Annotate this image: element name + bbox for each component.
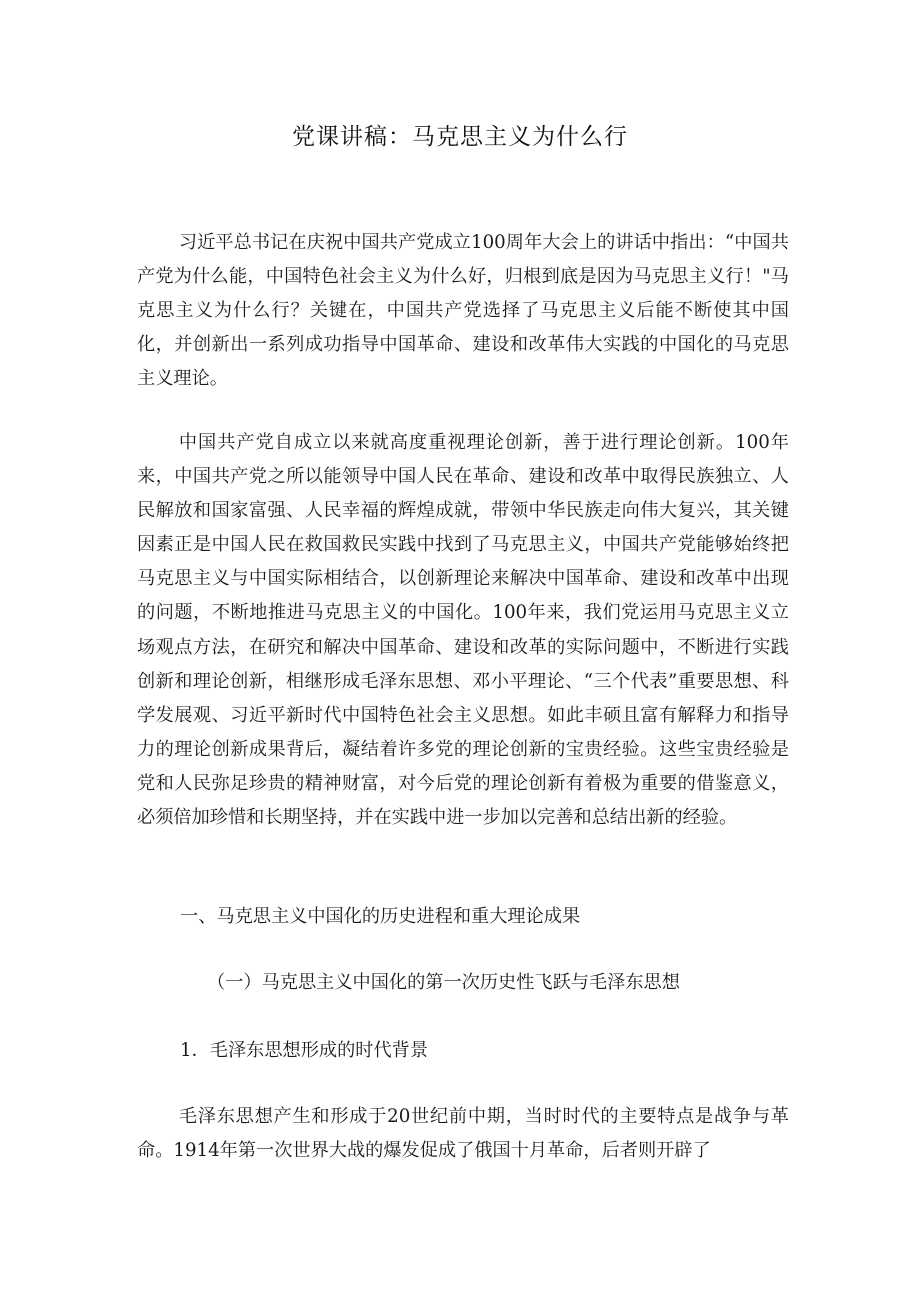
- point-heading: 1．毛泽东思想形成的时代背景: [180, 1040, 429, 1061]
- section-heading: 一、马克思主义中国化的历史进程和重大理论成果: [180, 906, 581, 927]
- subsection-heading: （一）马克思主义中国化的第一次历史性飞跃与毛泽东思想: [207, 972, 680, 993]
- document-title: 党课讲稿：马克思主义为什么行: [292, 124, 628, 150]
- paragraph-background: 毛泽东思想产生和形成于20世纪前中期，当时时代的主要特点是战争与革命。1914年第一次世界大战的爆发促成了俄国十月革命，后者则开辟了: [137, 1106, 789, 1162]
- paragraph-theory-innovation: 中国共产党自成立以来就高度重视理论创新，善于进行理论创新。100年来，中国共产党之所以能领导中国人民在革命、建设和改革中取得民族独立、人民解放和国家富强、人民幸福的辉煌成就，带领中华民族走向伟大复兴，其关键因素正是中国人民在救国救民实践中找到了马克思主义，中国共产党能够始终把马克思主义与中国实际相结合，以创新理论来解决中国革命、建设和改革中出现的问题，不断地推进马克思主义的中国化。100年来，我们党运用马克思主义立场观点方法，在研究和解决中国革命、建设和改革的实际问题中，不断进行实践创新和理论创新，相继形成毛泽东思想、邓小平理论、“三个代表”重要思想、科学发展观、习近平新时代中国特色社会主义思想。如此丰硕且富有解释力和指导力的理论创新成果背后，凝结着许多党的理论创新的宝贵经验。这些宝贵经验是党和人民弥足珍贵的精神财富，对今后党的理论创新有着极为重要的借鉴意义，必须倍加珍惜和长期坚持，并在实践中进一步加以完善和总结出新的经验。: [137, 432, 789, 829]
- paragraph-intro: 习近平总书记在庆祝中国共产党成立100周年大会上的讲话中指出：“中国共产党为什么能，中国特色社会主义为什么好，归根到底是因为马克思主义行！"马克思主义为什么行？关键在，中国共产党选择了马克思主义后能不断使其中国化，并创新出一系列成功指导中国革命、建设和改革伟大实践的中国化的马克思主义理论。: [137, 232, 789, 390]
